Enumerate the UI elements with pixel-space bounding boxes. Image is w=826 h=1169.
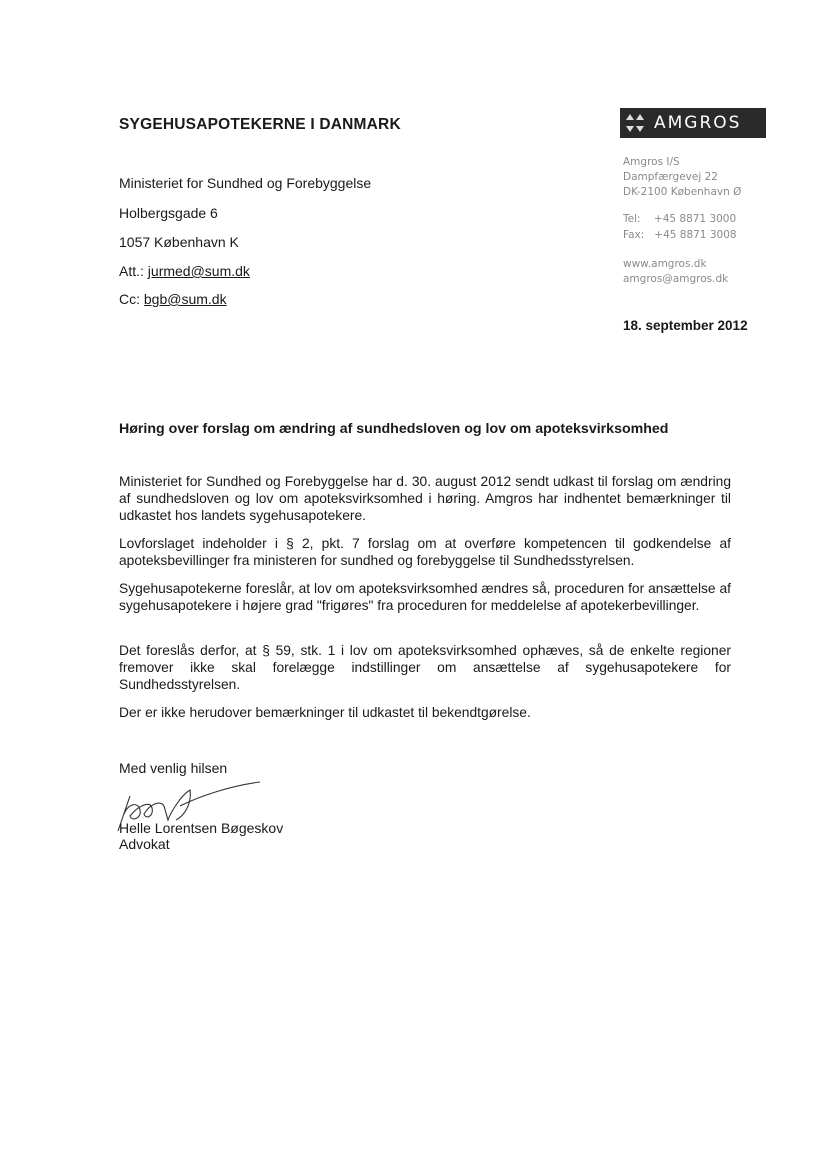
cc-label: Cc: <box>119 291 140 307</box>
signatory-name: Helle Lorentsen Bøgeskov <box>119 820 284 836</box>
letter-date: 18. september 2012 <box>623 318 748 333</box>
signatory-title: Advokat <box>119 836 170 852</box>
body-paragraph-2: Lovforslaget indeholder i § 2, pkt. 7 forslag om at overføre kompetencen til godkendelse af apoteksbevillinger fra ministeren for sundhed og forebyggelse til Sundhedsstyrelsen. <box>119 536 731 568</box>
organization-heading: SYGEHUSAPOTEKERNE I DANMARK <box>119 116 401 133</box>
closing-greeting: Med venlig hilsen <box>119 760 228 776</box>
body-paragraph-1: Ministeriet for Sundhed og Forebyggelse har d. 30. august 2012 sendt udkast til forslag om ændring af sundhedsloven og lov om apoteksvirksomhed i høring. Amgros har indhentet bemærkninger til udkastet hos landets sygehusapotekere. <box>119 474 731 523</box>
sender-web: www.amgros.dk <box>623 258 707 270</box>
cc-line <box>119 291 227 307</box>
att-label: Att.: <box>119 263 144 279</box>
amgros-logo <box>620 108 766 138</box>
sender-city: DK-2100 København Ø <box>623 186 742 198</box>
body-paragraph-5: Der er ikke herudover bemærkninger til udkastet til bekendtgørelse. <box>119 705 531 720</box>
sender-tel: Tel: +45 8871 3000 <box>623 213 737 225</box>
recipient-street: Holbergsgade 6 <box>119 205 218 221</box>
sender-fax: Fax: +45 8871 3008 <box>623 229 737 241</box>
body-paragraph-3: Sygehusapotekerne foreslår, at lov om apoteksvirksomhed ændres så, proceduren for ansættelse af sygehusapotekere i højere grad "frigøres" fra proceduren for meddelelse af apotekerbevillinger. <box>119 581 731 613</box>
body-paragraph-4: Det foreslås derfor, at § 59, stk. 1 i lov om apoteksvirksomhed ophæves, så de enkelte regioner fremover ikke skal forelægge indstillinger om ansættelse af sygehusapotekere for Sundhedsstyrelsen. <box>119 643 731 692</box>
att-email-link[interactable]: jurmed@sum.dk <box>147 263 250 279</box>
amgros-logo-icon <box>624 112 646 134</box>
sender-email: amgros@amgros.dk <box>623 273 729 285</box>
recipient-name: Ministeriet for Sundhed og Forebyggelse <box>119 175 372 191</box>
letter-subject: Høring over forslag om ændring af sundhedsloven og lov om apoteksvirksomhed <box>119 421 669 437</box>
logo-text: AMGROS <box>654 113 742 133</box>
sender-street: Dampfærgevej 22 <box>623 171 718 183</box>
sender-company: Amgros I/S <box>623 156 680 168</box>
recipient-city: 1057 København K <box>119 234 239 250</box>
att-line <box>119 263 250 279</box>
cc-email-link[interactable]: bgb@sum.dk <box>143 291 227 307</box>
